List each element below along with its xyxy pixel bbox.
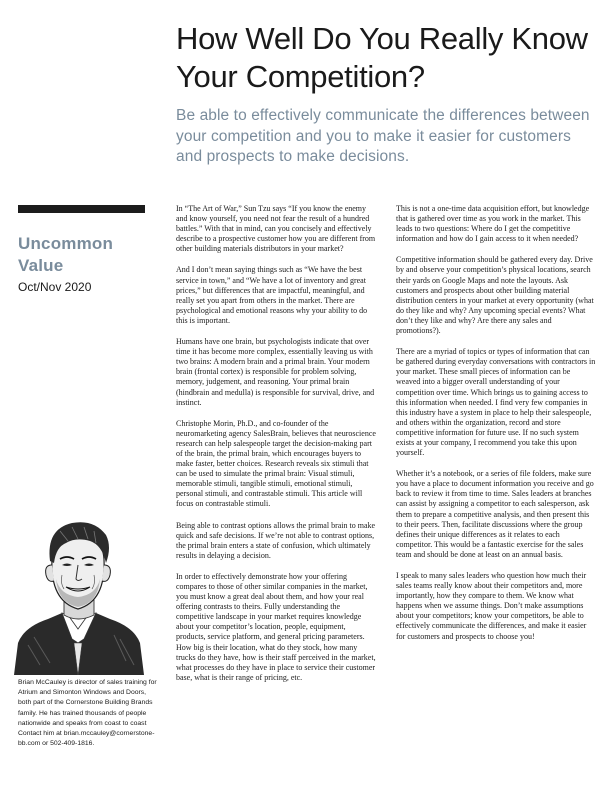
paragraph: In “The Art of War,” Sun Tzu says “If you know the enemy and know yourself, you need not fear the result of a hundred battles.” With that in mind, can you concisely and effectively describe to a prospective customer how you are different from other building materials distributors in your market?: [176, 204, 376, 254]
paragraph: There are a myriad of topics or types of information that can be gathered during everyday conversations with contractors in your market. These small pieces of information can be weaved into a bigger overall understanding of your competition over time. Which brings us to gaining access to this information when needed. I find very few companies in this industry have a system in place to help their salespeople, and others within the organization, record and store competitive information for future use. If no such system exists at your company, I recommend you take this upon yourself.: [396, 347, 596, 458]
paragraph: In order to effectively demonstrate how your offering compares to those of other similar companies in the market, you must know a great deal about them, and how your real offering contrasts to theirs. Fully understanding the competitive landscape in your market requires knowledge about your competitor’s location, people, equipment, products, service platform, and general pricing parameters. How big is their location, what do they stock, how many trucks do they have, how is their staff perceived in the market, what processes do they have in place to service their customer base, what is their range of pricing, etc.: [176, 571, 376, 682]
paragraph: Competitive information should be gathered every day. Drive by and observe your competition’s physical locations, search their yards on Google Maps and note the layouts. Ask customers and prospects about other building material distribution centers in your market at every opportunity (what do they like and why? Any upcoming special events? What don’t they like and why? Are there any sales and promotions?).: [396, 255, 594, 336]
paragraph: This is not a one-time data acquisition effort, but knowledge that is gathered over time as you work in the market. This leads to two questions: Where do I get the competitive information and how do I gain access to it when needed?: [396, 204, 590, 244]
author-portrait-sketch: [10, 515, 145, 675]
paragraph: Christophe Morin, Ph.D., and co-founder of the neuromarketing agency SalesBrain, believes that neuroscience research can help salespeople target the decision-making part of the brain, the primal brain, which encourages buyers to make faster, better choices. Research reveals six stimuli that can be used to simulate the primal brain: Visual stimuli, memorable stimuli, tangible stimuli, emotional stimuli, personal stimuli, and contrastable stimuli. This article will focus on contrastable stimuli.: [176, 418, 376, 509]
paragraph: I speak to many sales leaders who question how much their sales teams really know about their competitors and, more importantly, how they compare to them. We know what happens when we assume things. Don’t make assumptions about your competitors; know your competitors, be able to effectively communicate the differences, and make it easier for customers and prospects to choose you!: [396, 571, 587, 641]
article-column-left: [176, 204, 376, 694]
author-bio: Brian McCauley is director of sales training for Atrium and Simonton Windows and Doors, both part of the Cornerstone Building Brands family. He has trained thousands of people nationwide and speaks from coast to coast Contact him at brian.mccauley@cornerstone-bb.com or 502-409-1816.: [18, 679, 157, 748]
article-column-right: [396, 204, 596, 653]
subhead: Be able to effectively communicate the differences between your competition and you to make it easier for customers and prospects to make decisions.: [176, 107, 590, 165]
paragraph: And I don’t mean saying things such as “We have the best service in town,” and “We have a lot of inventory and great prices,” but differences that are impactful, meaningful, and really set you apart from others in the market. There are psychological and emotional reasons why your ability to do this is important.: [176, 265, 368, 325]
paragraph: Whether it’s a notebook, or a series of file folders, make sure you have a place to document information you receive and go back to review it from time to time. Sales leaders at branches can assist by assigning a competitor to each salesperson, ask them to prepare a competitive analysis, and then present this to their peers. Then, facilitate discussions where the group defines their unique differences as it relates to each competitor. This would be a fantastic exercise for the sales team and should be done at least on an annual basis.: [396, 469, 594, 559]
column-title: Uncommon Value: [18, 234, 114, 275]
column-rule: [18, 205, 145, 213]
issue-date: Oct/Nov 2020: [18, 280, 92, 294]
paragraph: Humans have one brain, but psychologists indicate that over time it has become more complex, essentially leaving us with two brains: A modern brain and a primal brain. Your modern brain (frontal cortex) is responsible for problem solving, memory, judgement, and reasoning. Your primal brain (hindbrain and medulla) is responsible for survival, drive, and instinct.: [176, 337, 375, 407]
paragraph: Being able to contrast options allows the primal brain to make quick and safe decisions. If we’re not able to contrast options, the primal brain enters a state of confusion, which ultimately results in delaying a decision.: [176, 520, 376, 560]
headline: How Well Do You Really Know Your Competition?: [176, 21, 588, 94]
